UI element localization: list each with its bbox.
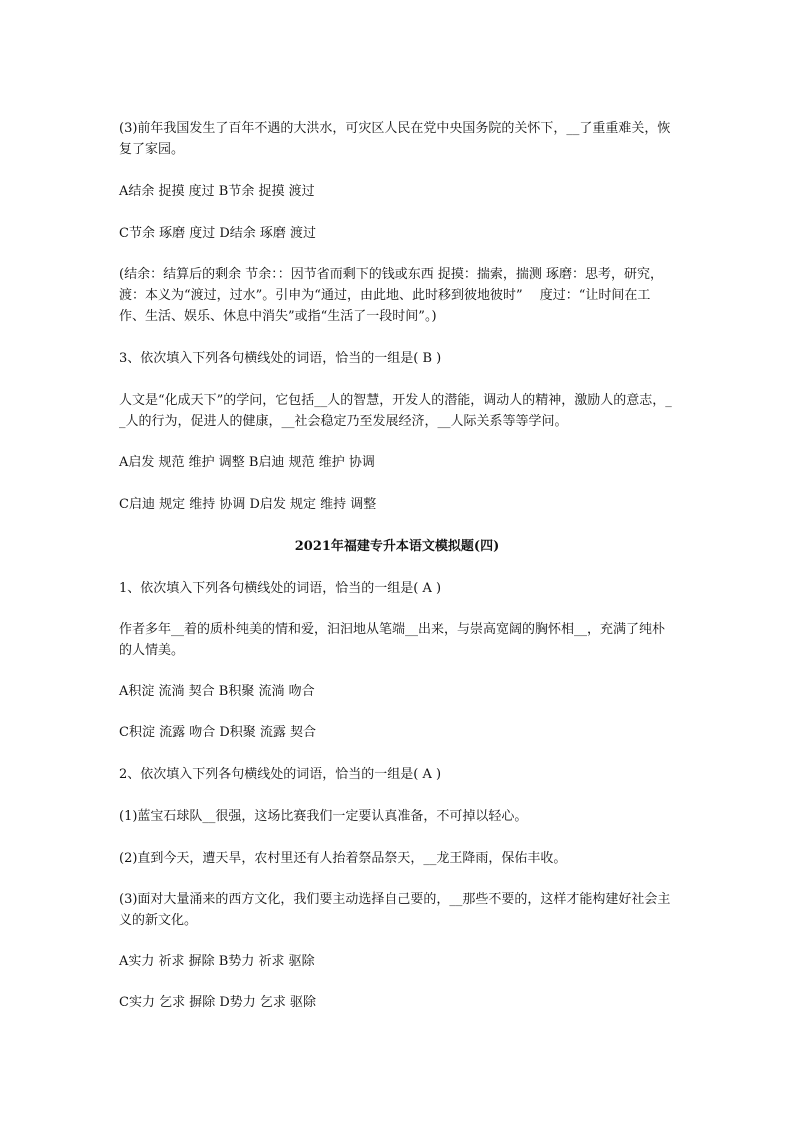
paragraph-sub-3: (3)面对大量涌来的西方文化，我们要主动选择自己要的，__那些不要的，这样才能构建好社会主义的新文化。 <box>119 892 671 928</box>
options-cd-2: C启迪 规定 维持 协调 D启发 规定 维持 调整 <box>119 497 377 512</box>
paragraph-author: 作者多年__着的质朴纯美的情和爱，汩汩地从笔端__出来，与崇高宽阔的胸怀相__，充满了纯朴的人情美。 <box>119 622 666 658</box>
options-cd-4: C实力 乞求 摒除 D势力 乞求 驱除 <box>119 995 317 1010</box>
question-1: 1、依次填入下列各句横线处的词语，恰当的一组是( A ) <box>119 581 442 596</box>
question-3: 3、依次填入下列各句横线处的词语，恰当的一组是( B ) <box>119 351 442 366</box>
options-ab-4: A实力 祈求 摒除 B势力 祈求 驱除 <box>119 954 315 969</box>
options-ab-2: A启发 规范 维护 调整 B启迪 规范 维护 协调 <box>119 455 375 470</box>
options-cd-1: C节余 琢磨 度过 D结余 琢磨 渡过 <box>119 226 317 241</box>
explanation-note: (结余：结算后的剩余 节余：：因节省而剩下的钱或东西 捉摸：揣索，揣测 琢磨：思考，研究，渡：本义为“渡过，过水”。引申为“通过，由此地、此时移到彼地彼时” 度过：“让时间在工作、生活、娱乐、休息中消失”或指“生活了一段时间”。) <box>119 267 663 324</box>
paragraph-q3-flood: (3)前年我国发生了百年不遇的大洪水，可灾区人民在党中央国务院的关怀下，__了重重难关，恢复了家园。 <box>119 121 671 157</box>
paragraph-humanities: 人文是“化成天下”的学问，它包括__人的智慧，开发人的潜能，调动人的精神，激励人的意志，__人的行为，促进人的健康，__社会稳定乃至发展经济，__人际关系等等学问。 <box>119 393 672 429</box>
paragraph-sub-2: (2)直到今天，遭天旱，农村里还有人抬着祭品祭天，__龙王降雨，保佑丰收。 <box>119 851 567 866</box>
options-ab-3: A积淀 流淌 契合 B积聚 流淌 吻合 <box>119 684 315 699</box>
options-ab-1: A结余 捉摸 度过 B节余 捉摸 渡过 <box>119 184 315 199</box>
paragraph-sub-1: (1)蓝宝石球队__很强，这场比赛我们一定要认真准备，不可掉以轻心。 <box>119 809 528 824</box>
options-cd-3: C积淀 流露 吻合 D积聚 流露 契合 <box>119 725 317 740</box>
question-2: 2、依次填入下列各句横线处的词语，恰当的一组是( A ) <box>119 767 442 782</box>
section-title: 2021年福建专升本语文模拟题(四) <box>294 539 500 554</box>
